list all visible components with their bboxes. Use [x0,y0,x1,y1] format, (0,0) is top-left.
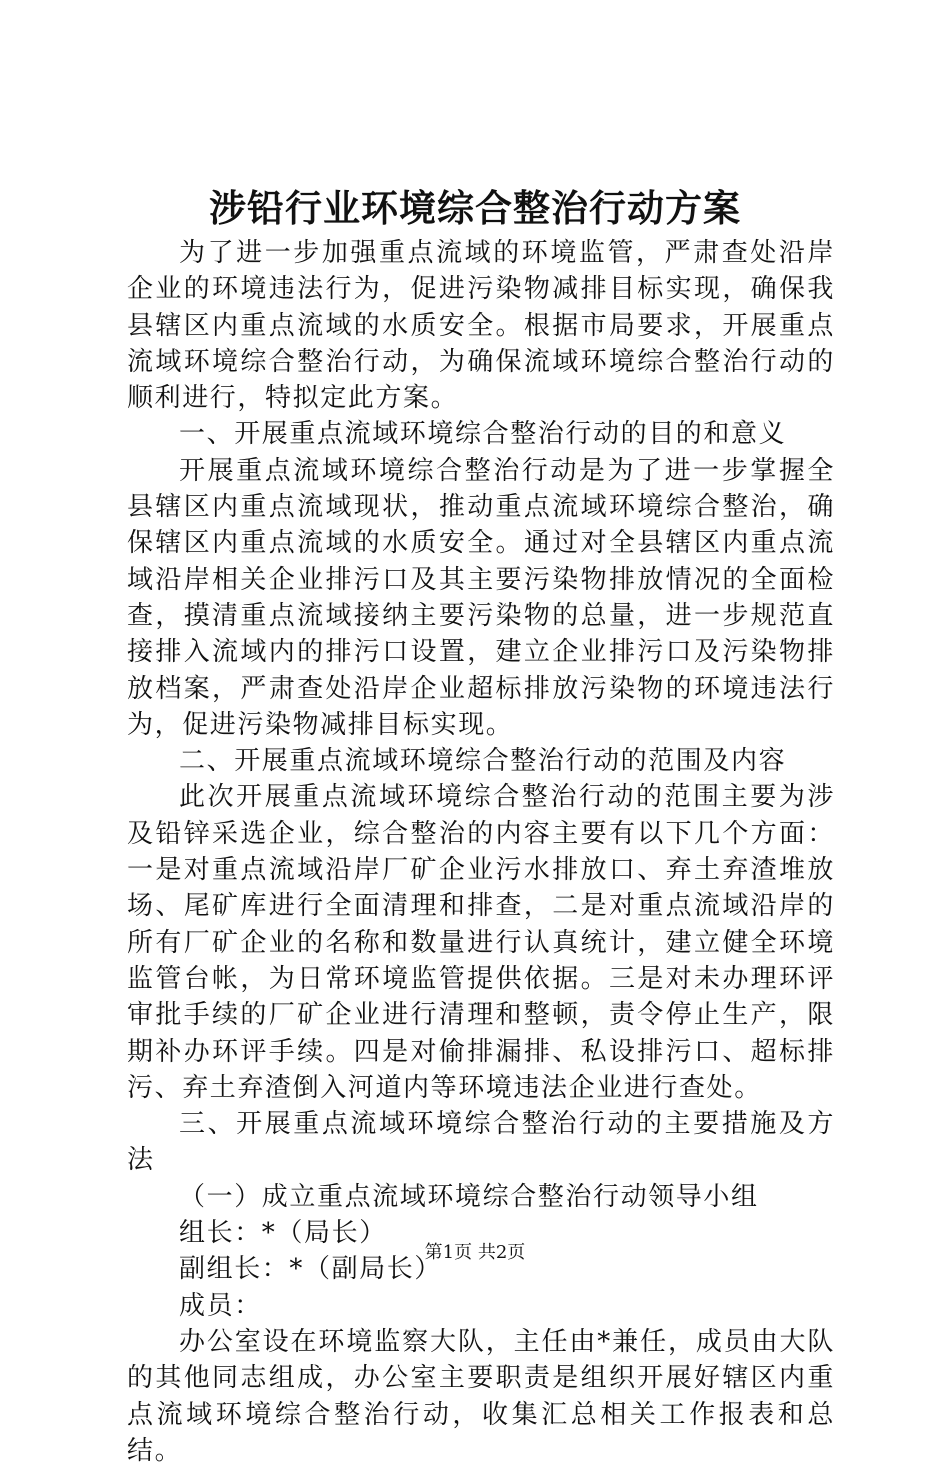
subsection-heading-1: （一）成立重点流域环境综合整治行动领导小组 [179,1181,759,1212]
section-1-paragraph: 开展重点流域环境综合整治行动是为了进一步掌握全县辖区内重点流域现状，推动重点流域环境综合整治，确保辖区内重点流域的水质安全。通过对全县辖区内重点流域沿岸相关企业排污口及其主要污染物排放情况的全面检查，摸清重点流域接纳主要污染物的总量，进一步规范直接排入流域内的排污口设置，建立企业排污口及污染物排放档案，严肃查处沿岸企业超标排放污染物的环境违法行为，促进污染物减排目标实现。 [127,455,835,740]
section-heading-3: 三、开展重点流域环境综合整治行动的主要措施及方法 [127,1109,835,1176]
section-heading-2: 二、开展重点流域环境综合整治行动的范围及内容 [179,746,787,777]
document-title: 涉铅行业环境综合整治行动方案 [209,186,741,230]
members-line: 成员： [179,1290,262,1321]
document-body [127,235,835,1469]
section-2-paragraph: 此次开展重点流域环境综合整治行动的范围主要为涉及铅锌采选企业，综合整治的内容主要有以下几个方面：一是对重点流域沿岸厂矿企业污水排放口、弃土弃渣堆放场、尾矿库进行全面清理和排查，二是对重点流域沿岸的所有厂矿企业的名称和数量进行认真统计，建立健全环境监管台帐，为日常环境监管提供依据。三是对未办理环评审批手续的厂矿企业进行清理和整顿，责令停止生产，限期补办环评手续。四是对偷排漏排、私设排污口、超标排污、弃土弃渣倒入河道内等环境违法企业进行查处。 [127,782,835,1103]
group-leader-line: 组长：*（局长） [179,1218,387,1249]
deputy-leader-line: 副组长：*（副局长） [179,1254,443,1285]
section-heading-1: 一、开展重点流域环境综合整治行动的目的和意义 [179,419,787,450]
page-number: 第1页 共2页 [424,1242,526,1263]
office-paragraph: 办公室设在环境监察大队，主任由*兼任，成员由大队的其他同志组成，办公室主要职责是组织开展好辖区内重点流域环境综合整治行动，收集汇总相关工作报表和总结。 [127,1326,835,1466]
intro-paragraph: 为了进一步加强重点流域的环境监管，严肃查处沿岸企业的环境违法行为，促进污染物减排目标实现，确保我县辖区内重点流域的水质安全。根据市局要求，开展重点流域环境综合整治行动，为确保流域环境综合整治行动的顺利进行，特拟定此方案。 [127,238,835,414]
